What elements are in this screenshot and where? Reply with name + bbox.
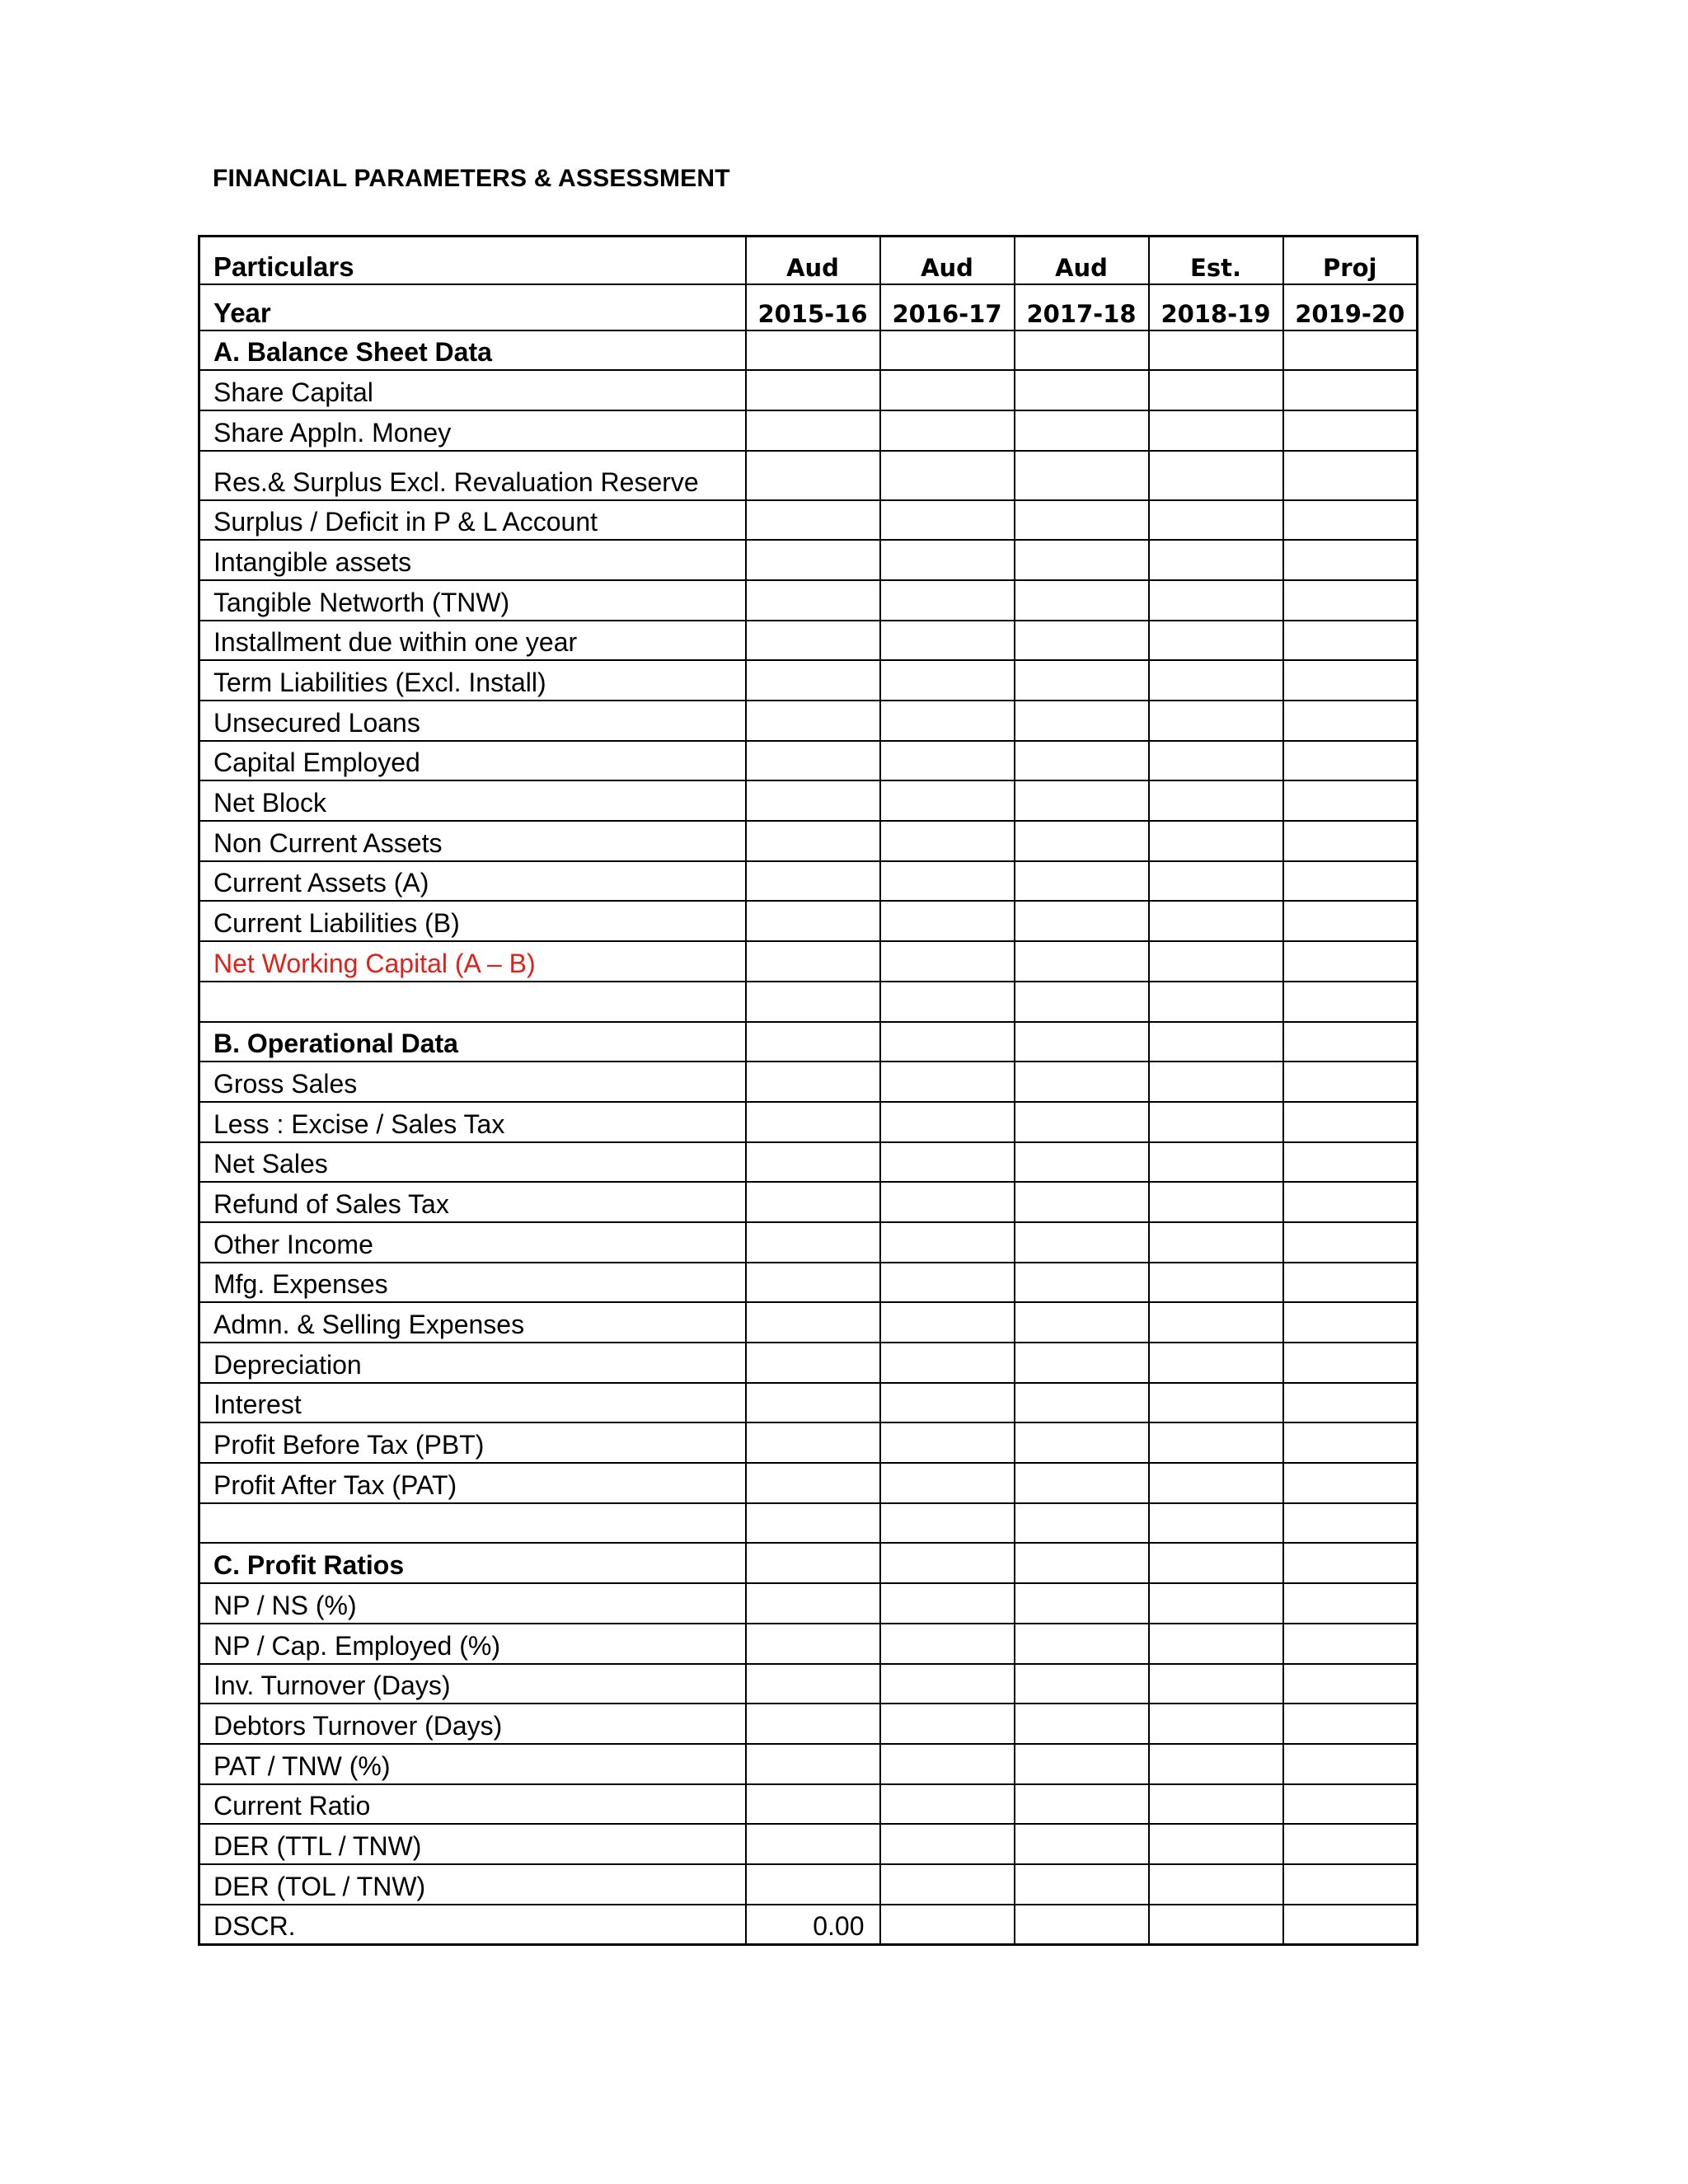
value-cell <box>1283 1022 1418 1062</box>
value-cell <box>1149 1664 1283 1704</box>
value-cell <box>1149 1824 1283 1864</box>
row-label: Share Capital <box>199 370 746 410</box>
value-cell <box>880 861 1015 902</box>
table-row <box>199 1222 1418 1263</box>
section-header-row <box>199 330 1418 371</box>
value-cell <box>746 660 880 701</box>
page-title: FINANCIAL PARAMETERS & ASSESSMENT <box>213 165 730 192</box>
value-cell <box>1283 901 1418 941</box>
value-cell <box>1283 621 1418 661</box>
value-cell <box>1149 741 1283 781</box>
section-header-row <box>199 1543 1418 1583</box>
table-row <box>199 1704 1418 1744</box>
row-label: Depreciation <box>199 1343 746 1383</box>
header-col-4-year: 2018-19 <box>1149 284 1283 330</box>
value-cell <box>1149 1784 1283 1825</box>
value-cell <box>1283 1704 1418 1744</box>
row-label: Surplus / Deficit in P & L Account <box>199 500 746 541</box>
value-cell <box>1015 1664 1149 1704</box>
value-cell <box>746 821 880 861</box>
table-row <box>199 451 1418 500</box>
value-cell <box>1149 1503 1283 1544</box>
value-cell <box>746 1744 880 1784</box>
value-cell <box>1149 1222 1283 1263</box>
value-cell <box>1149 330 1283 371</box>
value-cell <box>1015 1062 1149 1102</box>
header-row-year <box>199 284 1418 330</box>
table-row <box>199 1624 1418 1664</box>
value-cell <box>880 660 1015 701</box>
value-cell <box>1149 451 1283 500</box>
value-cell <box>1283 780 1418 821</box>
value-cell <box>880 1543 1015 1583</box>
row-label: Gross Sales <box>199 1062 746 1102</box>
value-cell <box>880 1704 1015 1744</box>
header-col-3-type: Aud <box>1015 237 1149 284</box>
row-label: Interest <box>199 1383 746 1423</box>
value-cell <box>1015 370 1149 410</box>
row-label: NP / NS (%) <box>199 1583 746 1624</box>
value-cell <box>1149 500 1283 541</box>
table-row <box>199 1102 1418 1142</box>
value-cell <box>1015 1263 1149 1303</box>
value-cell <box>1283 1263 1418 1303</box>
value-cell <box>746 1142 880 1183</box>
value-cell <box>746 1343 880 1383</box>
table-row <box>199 861 1418 902</box>
header-col-5-type: Proj <box>1283 237 1418 284</box>
value-cell <box>1149 861 1283 902</box>
value-cell <box>880 1463 1015 1503</box>
value-cell <box>1015 1343 1149 1383</box>
value-cell <box>1283 500 1418 541</box>
value-cell <box>880 1142 1015 1183</box>
value-cell <box>880 621 1015 661</box>
value-cell <box>746 500 880 541</box>
value-cell <box>1015 741 1149 781</box>
value-cell <box>1015 1422 1149 1463</box>
value-cell <box>1283 1864 1418 1905</box>
value-cell <box>1283 1062 1418 1102</box>
value-cell <box>1283 1463 1418 1503</box>
table-row <box>199 1784 1418 1825</box>
value-cell <box>880 1343 1015 1383</box>
table-row <box>199 780 1418 821</box>
table-row <box>199 701 1418 741</box>
value-cell <box>1015 1583 1149 1624</box>
value-cell <box>1149 1864 1283 1905</box>
value-cell <box>746 1022 880 1062</box>
table-row <box>199 821 1418 861</box>
table-row <box>199 901 1418 941</box>
value-cell <box>880 821 1015 861</box>
row-label: Debtors Turnover (Days) <box>199 1704 746 1744</box>
value-cell <box>1283 741 1418 781</box>
value-cell <box>1149 1583 1283 1624</box>
value-cell <box>1283 1182 1418 1222</box>
table-row <box>199 1463 1418 1503</box>
value-cell <box>1149 660 1283 701</box>
value-cell <box>1149 580 1283 621</box>
row-label: Current Liabilities (B) <box>199 901 746 941</box>
value-cell <box>1149 540 1283 580</box>
value-cell <box>746 1263 880 1303</box>
value-cell <box>1015 1905 1149 1945</box>
value-cell <box>880 1263 1015 1303</box>
table-row <box>199 1062 1418 1102</box>
value-cell <box>880 451 1015 500</box>
value-cell <box>1283 410 1418 451</box>
value-cell <box>746 1583 880 1624</box>
value-cell <box>1283 861 1418 902</box>
value-cell <box>880 1624 1015 1664</box>
row-label: Refund of Sales Tax <box>199 1182 746 1222</box>
value-cell <box>1149 1062 1283 1102</box>
value-cell <box>1015 1824 1149 1864</box>
row-label: Tangible Networth (TNW) <box>199 580 746 621</box>
value-cell <box>1283 370 1418 410</box>
value-cell <box>1149 370 1283 410</box>
value-cell <box>880 1583 1015 1624</box>
row-label <box>199 982 746 1022</box>
value-cell <box>746 701 880 741</box>
value-cell <box>1015 1383 1149 1423</box>
value-cell <box>1283 1343 1418 1383</box>
value-cell <box>1149 1704 1283 1744</box>
value-cell <box>1015 1222 1149 1263</box>
row-label: DER (TOL / TNW) <box>199 1864 746 1905</box>
value-cell <box>1015 580 1149 621</box>
value-cell <box>1015 451 1149 500</box>
value-cell <box>746 1182 880 1222</box>
value-cell <box>880 701 1015 741</box>
table-row <box>199 1422 1418 1463</box>
row-label: Current Assets (A) <box>199 861 746 902</box>
header-col-5-year: 2019-20 <box>1283 284 1418 330</box>
value-cell <box>1149 941 1283 982</box>
value-cell <box>1283 1142 1418 1183</box>
value-cell <box>1149 1343 1283 1383</box>
row-label: Other Income <box>199 1222 746 1263</box>
value-cell <box>746 901 880 941</box>
row-label: Current Ratio <box>199 1784 746 1825</box>
table-row <box>199 1142 1418 1183</box>
value-cell <box>746 580 880 621</box>
row-label: Share Appln. Money <box>199 410 746 451</box>
value-cell <box>880 1182 1015 1222</box>
blank-row <box>199 982 1418 1022</box>
value-cell <box>1015 941 1149 982</box>
value-cell <box>1015 1744 1149 1784</box>
value-cell <box>1149 1543 1283 1583</box>
value-cell <box>746 741 880 781</box>
value-cell <box>1015 1022 1149 1062</box>
value-cell <box>880 1664 1015 1704</box>
table-row <box>199 1263 1418 1303</box>
value-cell <box>1283 1784 1418 1825</box>
row-label: NP / Cap. Employed (%) <box>199 1624 746 1664</box>
value-cell <box>880 1022 1015 1062</box>
value-cell <box>1149 1422 1283 1463</box>
table-row <box>199 1182 1418 1222</box>
value-cell <box>1149 701 1283 741</box>
table-row <box>199 370 1418 410</box>
row-label: Inv. Turnover (Days) <box>199 1664 746 1704</box>
value-cell <box>746 451 880 500</box>
table-row <box>199 1744 1418 1784</box>
value-cell <box>1149 821 1283 861</box>
value-cell <box>880 741 1015 781</box>
blank-row <box>199 1503 1418 1544</box>
value-cell <box>1283 1583 1418 1624</box>
table-row <box>199 1824 1418 1864</box>
value-cell <box>746 1062 880 1102</box>
value-cell <box>1015 1503 1149 1544</box>
value-cell <box>746 540 880 580</box>
value-cell <box>746 1704 880 1744</box>
value-cell <box>746 1302 880 1343</box>
value-cell <box>1283 1664 1418 1704</box>
value-cell <box>1015 780 1149 821</box>
value-cell <box>1015 1302 1149 1343</box>
value-cell <box>880 1905 1015 1945</box>
value-cell <box>1149 780 1283 821</box>
value-cell <box>1015 621 1149 661</box>
value-cell <box>1149 1182 1283 1222</box>
value-cell <box>1015 540 1149 580</box>
row-label: Profit After Tax (PAT) <box>199 1463 746 1503</box>
value-cell <box>880 330 1015 371</box>
value-cell <box>746 1463 880 1503</box>
value-cell <box>1149 1022 1283 1062</box>
value-cell <box>1015 1864 1149 1905</box>
table-row <box>199 660 1418 701</box>
section-header-row <box>199 1022 1418 1062</box>
value-cell <box>746 1503 880 1544</box>
value-cell <box>1015 1704 1149 1744</box>
table-body <box>199 237 1418 1945</box>
value-cell <box>746 1422 880 1463</box>
value-cell <box>1015 410 1149 451</box>
value-cell <box>1015 330 1149 371</box>
value-cell <box>1015 660 1149 701</box>
table-row <box>199 580 1418 621</box>
value-cell <box>1149 1142 1283 1183</box>
value-cell <box>880 1744 1015 1784</box>
header-particulars: Particulars <box>199 237 746 284</box>
value-cell <box>746 1383 880 1423</box>
value-cell <box>1015 1543 1149 1583</box>
value-cell <box>746 1784 880 1825</box>
value-cell <box>1283 540 1418 580</box>
value-cell <box>1015 1463 1149 1503</box>
header-row-type <box>199 237 1418 284</box>
value-cell <box>1283 1222 1418 1263</box>
value-cell <box>1283 821 1418 861</box>
header-col-1-year: 2015-16 <box>746 284 880 330</box>
value-cell <box>880 580 1015 621</box>
value-cell <box>1283 1422 1418 1463</box>
value-cell <box>1015 821 1149 861</box>
table-row <box>199 1864 1418 1905</box>
value-cell <box>746 370 880 410</box>
value-cell <box>1283 941 1418 982</box>
value-cell <box>1149 982 1283 1022</box>
row-label: Less : Excise / Sales Tax <box>199 1102 746 1142</box>
table-row <box>199 941 1418 982</box>
value-cell <box>746 1824 880 1864</box>
value-cell <box>880 1824 1015 1864</box>
value-cell <box>1283 982 1418 1022</box>
value-cell <box>1015 500 1149 541</box>
value-cell <box>880 982 1015 1022</box>
value-cell <box>746 941 880 982</box>
table-row <box>199 621 1418 661</box>
value-cell <box>880 1102 1015 1142</box>
value-cell <box>1149 1383 1283 1423</box>
row-label: Profit Before Tax (PBT) <box>199 1422 746 1463</box>
value-cell <box>1283 1624 1418 1664</box>
row-label: Term Liabilities (Excl. Install) <box>199 660 746 701</box>
section-title: B. Operational Data <box>199 1022 746 1062</box>
header-col-2-type: Aud <box>880 237 1015 284</box>
row-label: Res.& Surplus Excl. Revaluation Reserve <box>199 451 746 500</box>
row-label: Installment due within one year <box>199 621 746 661</box>
table-row <box>199 741 1418 781</box>
value-cell <box>880 780 1015 821</box>
section-title: C. Profit Ratios <box>199 1543 746 1583</box>
value-cell <box>746 410 880 451</box>
value-cell <box>1149 1744 1283 1784</box>
row-label: DSCR. <box>199 1905 746 1945</box>
row-label: Net Working Capital (A – B) <box>199 941 746 982</box>
value-cell <box>880 941 1015 982</box>
header-col-4-type: Est. <box>1149 237 1283 284</box>
value-cell <box>1283 580 1418 621</box>
value-cell <box>1149 1302 1283 1343</box>
value-cell <box>746 1102 880 1142</box>
value-cell <box>1015 982 1149 1022</box>
value-cell <box>1149 1624 1283 1664</box>
value-cell <box>746 621 880 661</box>
value-cell <box>746 982 880 1022</box>
value-cell <box>746 1624 880 1664</box>
value-cell <box>1283 1383 1418 1423</box>
table-row <box>199 1905 1418 1945</box>
header-col-1-type: Aud <box>746 237 880 284</box>
value-cell <box>1283 660 1418 701</box>
row-label: DER (TTL / TNW) <box>199 1824 746 1864</box>
table-row <box>199 500 1418 541</box>
value-cell <box>1283 1503 1418 1544</box>
value-cell <box>746 1664 880 1704</box>
table-row <box>199 1583 1418 1624</box>
value-cell <box>880 1784 1015 1825</box>
value-cell <box>1015 861 1149 902</box>
value-cell <box>1283 330 1418 371</box>
value-cell <box>1149 1463 1283 1503</box>
value-cell <box>1015 701 1149 741</box>
value-cell <box>880 540 1015 580</box>
value-cell <box>1283 701 1418 741</box>
row-label <box>199 1503 746 1544</box>
value-cell <box>746 861 880 902</box>
value-cell <box>1283 1744 1418 1784</box>
value-cell <box>880 1383 1015 1423</box>
value-cell <box>1283 1905 1418 1945</box>
table-row <box>199 1343 1418 1383</box>
value-cell <box>1149 1905 1283 1945</box>
value-cell <box>1015 1102 1149 1142</box>
value-cell <box>1015 1784 1149 1825</box>
table-row <box>199 410 1418 451</box>
table-row <box>199 540 1418 580</box>
value-cell <box>1015 901 1149 941</box>
value-cell <box>880 500 1015 541</box>
value-cell <box>880 410 1015 451</box>
value-cell: 0.00 <box>746 1905 880 1945</box>
value-cell <box>1015 1182 1149 1222</box>
value-cell <box>880 1222 1015 1263</box>
value-cell <box>1283 1824 1418 1864</box>
value-cell <box>746 330 880 371</box>
value-cell <box>880 1302 1015 1343</box>
value-cell <box>880 1422 1015 1463</box>
value-cell <box>880 1503 1015 1544</box>
value-cell <box>1283 1302 1418 1343</box>
value-cell <box>746 780 880 821</box>
value-cell <box>1149 410 1283 451</box>
value-cell <box>1015 1624 1149 1664</box>
value-cell <box>1149 1263 1283 1303</box>
section-title: A. Balance Sheet Data <box>199 330 746 371</box>
value-cell <box>1149 621 1283 661</box>
value-cell <box>746 1864 880 1905</box>
row-label: Non Current Assets <box>199 821 746 861</box>
header-year: Year <box>199 284 746 330</box>
row-label: Mfg. Expenses <box>199 1263 746 1303</box>
row-label: Admn. & Selling Expenses <box>199 1302 746 1343</box>
value-cell <box>880 1864 1015 1905</box>
row-label: Intangible assets <box>199 540 746 580</box>
table-row <box>199 1664 1418 1704</box>
header-col-2-year: 2016-17 <box>880 284 1015 330</box>
row-label: PAT / TNW (%) <box>199 1744 746 1784</box>
value-cell <box>880 1062 1015 1102</box>
value-cell <box>1283 1543 1418 1583</box>
row-label: Capital Employed <box>199 741 746 781</box>
row-label: Net Sales <box>199 1142 746 1183</box>
value-cell <box>746 1222 880 1263</box>
financial-parameters-table <box>198 235 1418 1946</box>
header-col-3-year: 2017-18 <box>1015 284 1149 330</box>
table-row <box>199 1302 1418 1343</box>
value-cell <box>880 370 1015 410</box>
table-row <box>199 1383 1418 1423</box>
row-label: Unsecured Loans <box>199 701 746 741</box>
value-cell <box>746 1543 880 1583</box>
value-cell <box>880 901 1015 941</box>
row-label: Net Block <box>199 780 746 821</box>
value-cell <box>1283 451 1418 500</box>
value-cell <box>1283 1102 1418 1142</box>
value-cell <box>1015 1142 1149 1183</box>
value-cell <box>1149 901 1283 941</box>
value-cell <box>1149 1102 1283 1142</box>
